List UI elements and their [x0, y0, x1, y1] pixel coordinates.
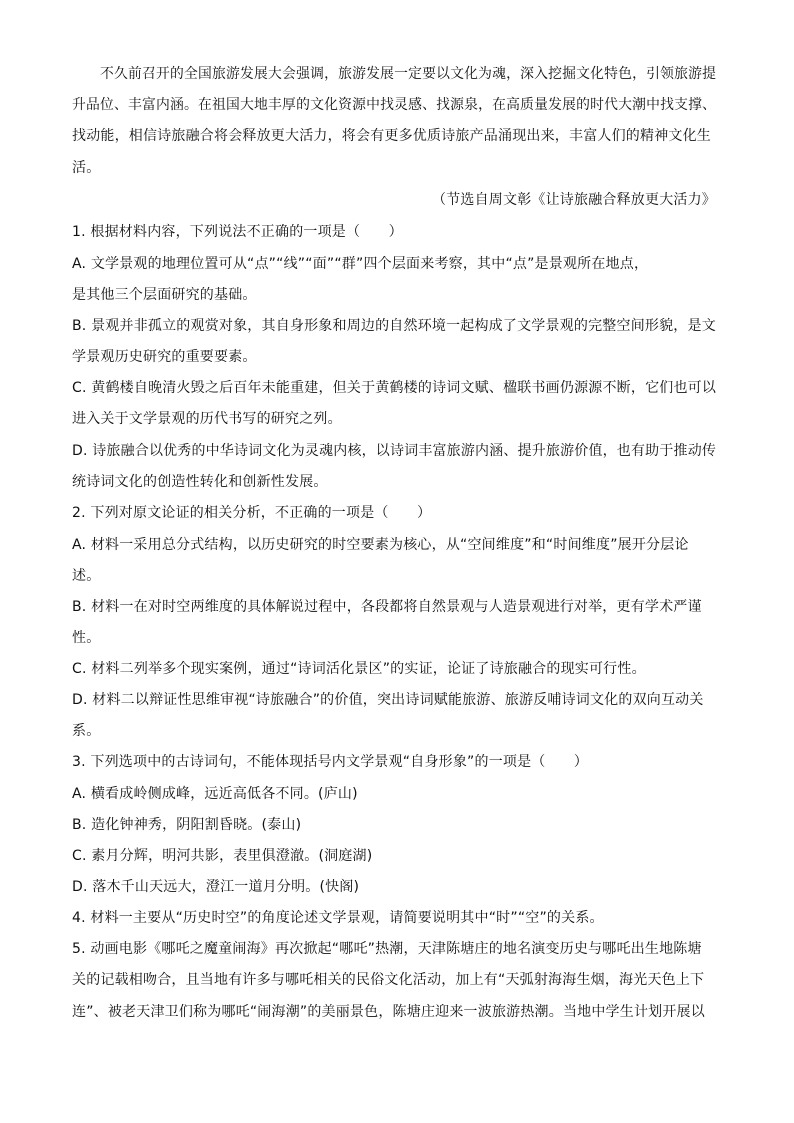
- passage-line: 活。: [72, 160, 101, 176]
- option-d: D. 材料二以辩证性思维审视“诗旅融合”的价值，突出诗词赋能旅游、旅游反哺诗词文化的双向互动关: [72, 692, 704, 708]
- passage-line: 找动能，相信诗旅融合将会释放更大活力，将会有更多优质诗旅产品涌现出来，丰富人们的精神文化生: [72, 128, 711, 144]
- question-stem-cont: 连”、被老天津卫们称为哪吒“闹海潮”的美丽景色，陈塘庄迎来一波旅游热潮。当地中学生计划开展以: [72, 1004, 705, 1020]
- option-b: B. 景观并非孤立的观赏对象，其自身形象和周边的自然环境一起构成了文学景观的完整空间形貌，是文: [72, 318, 716, 334]
- option-b: B. 材料一在对时空两维度的具体解说过程中，各段都将自然景观与人造景观进行对举，更有学术严谨: [72, 599, 702, 615]
- passage-source: （节选自周文彰《让诗旅融合释放更大活力》: [432, 192, 716, 208]
- question-stem-cont: 关的记载相吻合，且当地有许多与哪吒相关的民俗文化活动，加上有“天弧射海海生烟，海光天色上下: [72, 972, 705, 988]
- passage-line: 不久前召开的全国旅游发展大会强调，旅游发展一定要以文化为魂，深入挖掘文化特色，引领旅游提: [72, 66, 717, 82]
- question-stem: 1. 根据材料内容，下列说法不正确的一项是（ ）: [72, 224, 403, 240]
- option-d-cont: 系。: [72, 723, 101, 739]
- question-stem: 3. 下列选项中的古诗词句，不能体现括号内文学景观“自身形象”的一项是（ ）: [72, 754, 589, 770]
- option-c-cont: 进入关于文学景观的历代书写的研究之列。: [72, 411, 342, 427]
- option-b-cont: 学景观历史研究的重要要素。: [72, 349, 257, 365]
- question-stem: 2. 下列对原文论证的相关分析，不正确的一项是（ ）: [72, 505, 432, 521]
- option-c: C. 材料二列举多个现实案例，通过“诗词活化景区”的实证，论证了诗旅融合的现实可行性。: [72, 661, 646, 677]
- passage-line: 升品位、丰富内涵。在祖国大地丰厚的文化资源中找灵感、找源泉，在高质量发展的时代大潮中找支撑、: [72, 97, 717, 113]
- question-stem: 5. 动画电影《哪吒之魔童闹海》再次掀起“哪吒”热潮，天津陈塘庄的地名演变历史与哪吒出生地陈塘: [72, 941, 702, 957]
- question-stem: 4. 材料一主要从“历史时空”的角度论述文学景观，请简要说明其中“时”“空”的关系。: [72, 910, 604, 926]
- option-a-cont: 是其他三个层面研究的基础。: [72, 287, 257, 303]
- option-a: A. 横看成岭侧成峰，远近高低各不同。(庐山): [72, 786, 358, 802]
- option-b: B. 造化钟神秀，阴阳割昏晓。(泰山): [72, 817, 302, 833]
- option-a: A. 文学景观的地理位置可从“点”“线”“面”“群”四个层面来考察，其中“点”是景观所在地点，: [72, 256, 649, 272]
- option-d: D. 落木千山天远大，澄江一道月分明。(快阁): [72, 879, 360, 895]
- option-c: C. 黄鹤楼自晚清火毁之后百年未能重建，但关于黄鹤楼的诗词文赋、楹联书画仍源源不断，它们也可以: [72, 380, 717, 396]
- option-c: C. 素月分辉，明河共影，表里俱澄澈。(洞庭湖): [72, 848, 373, 864]
- option-a: A. 材料一采用总分式结构，以历史研究的时空要素为核心，从“空间维度”和“时间维度”展开分层论: [72, 537, 689, 553]
- option-a-cont: 述。: [72, 568, 101, 584]
- option-b-cont: 性。: [72, 630, 101, 646]
- option-d: D. 诗旅融合以优秀的中华诗词文化为灵魂内核，以诗词丰富旅游内涵、提升旅游价值，也有助于推动传: [72, 443, 717, 459]
- option-d-cont: 统诗词文化的创造性转化和创新性发展。: [72, 474, 328, 490]
